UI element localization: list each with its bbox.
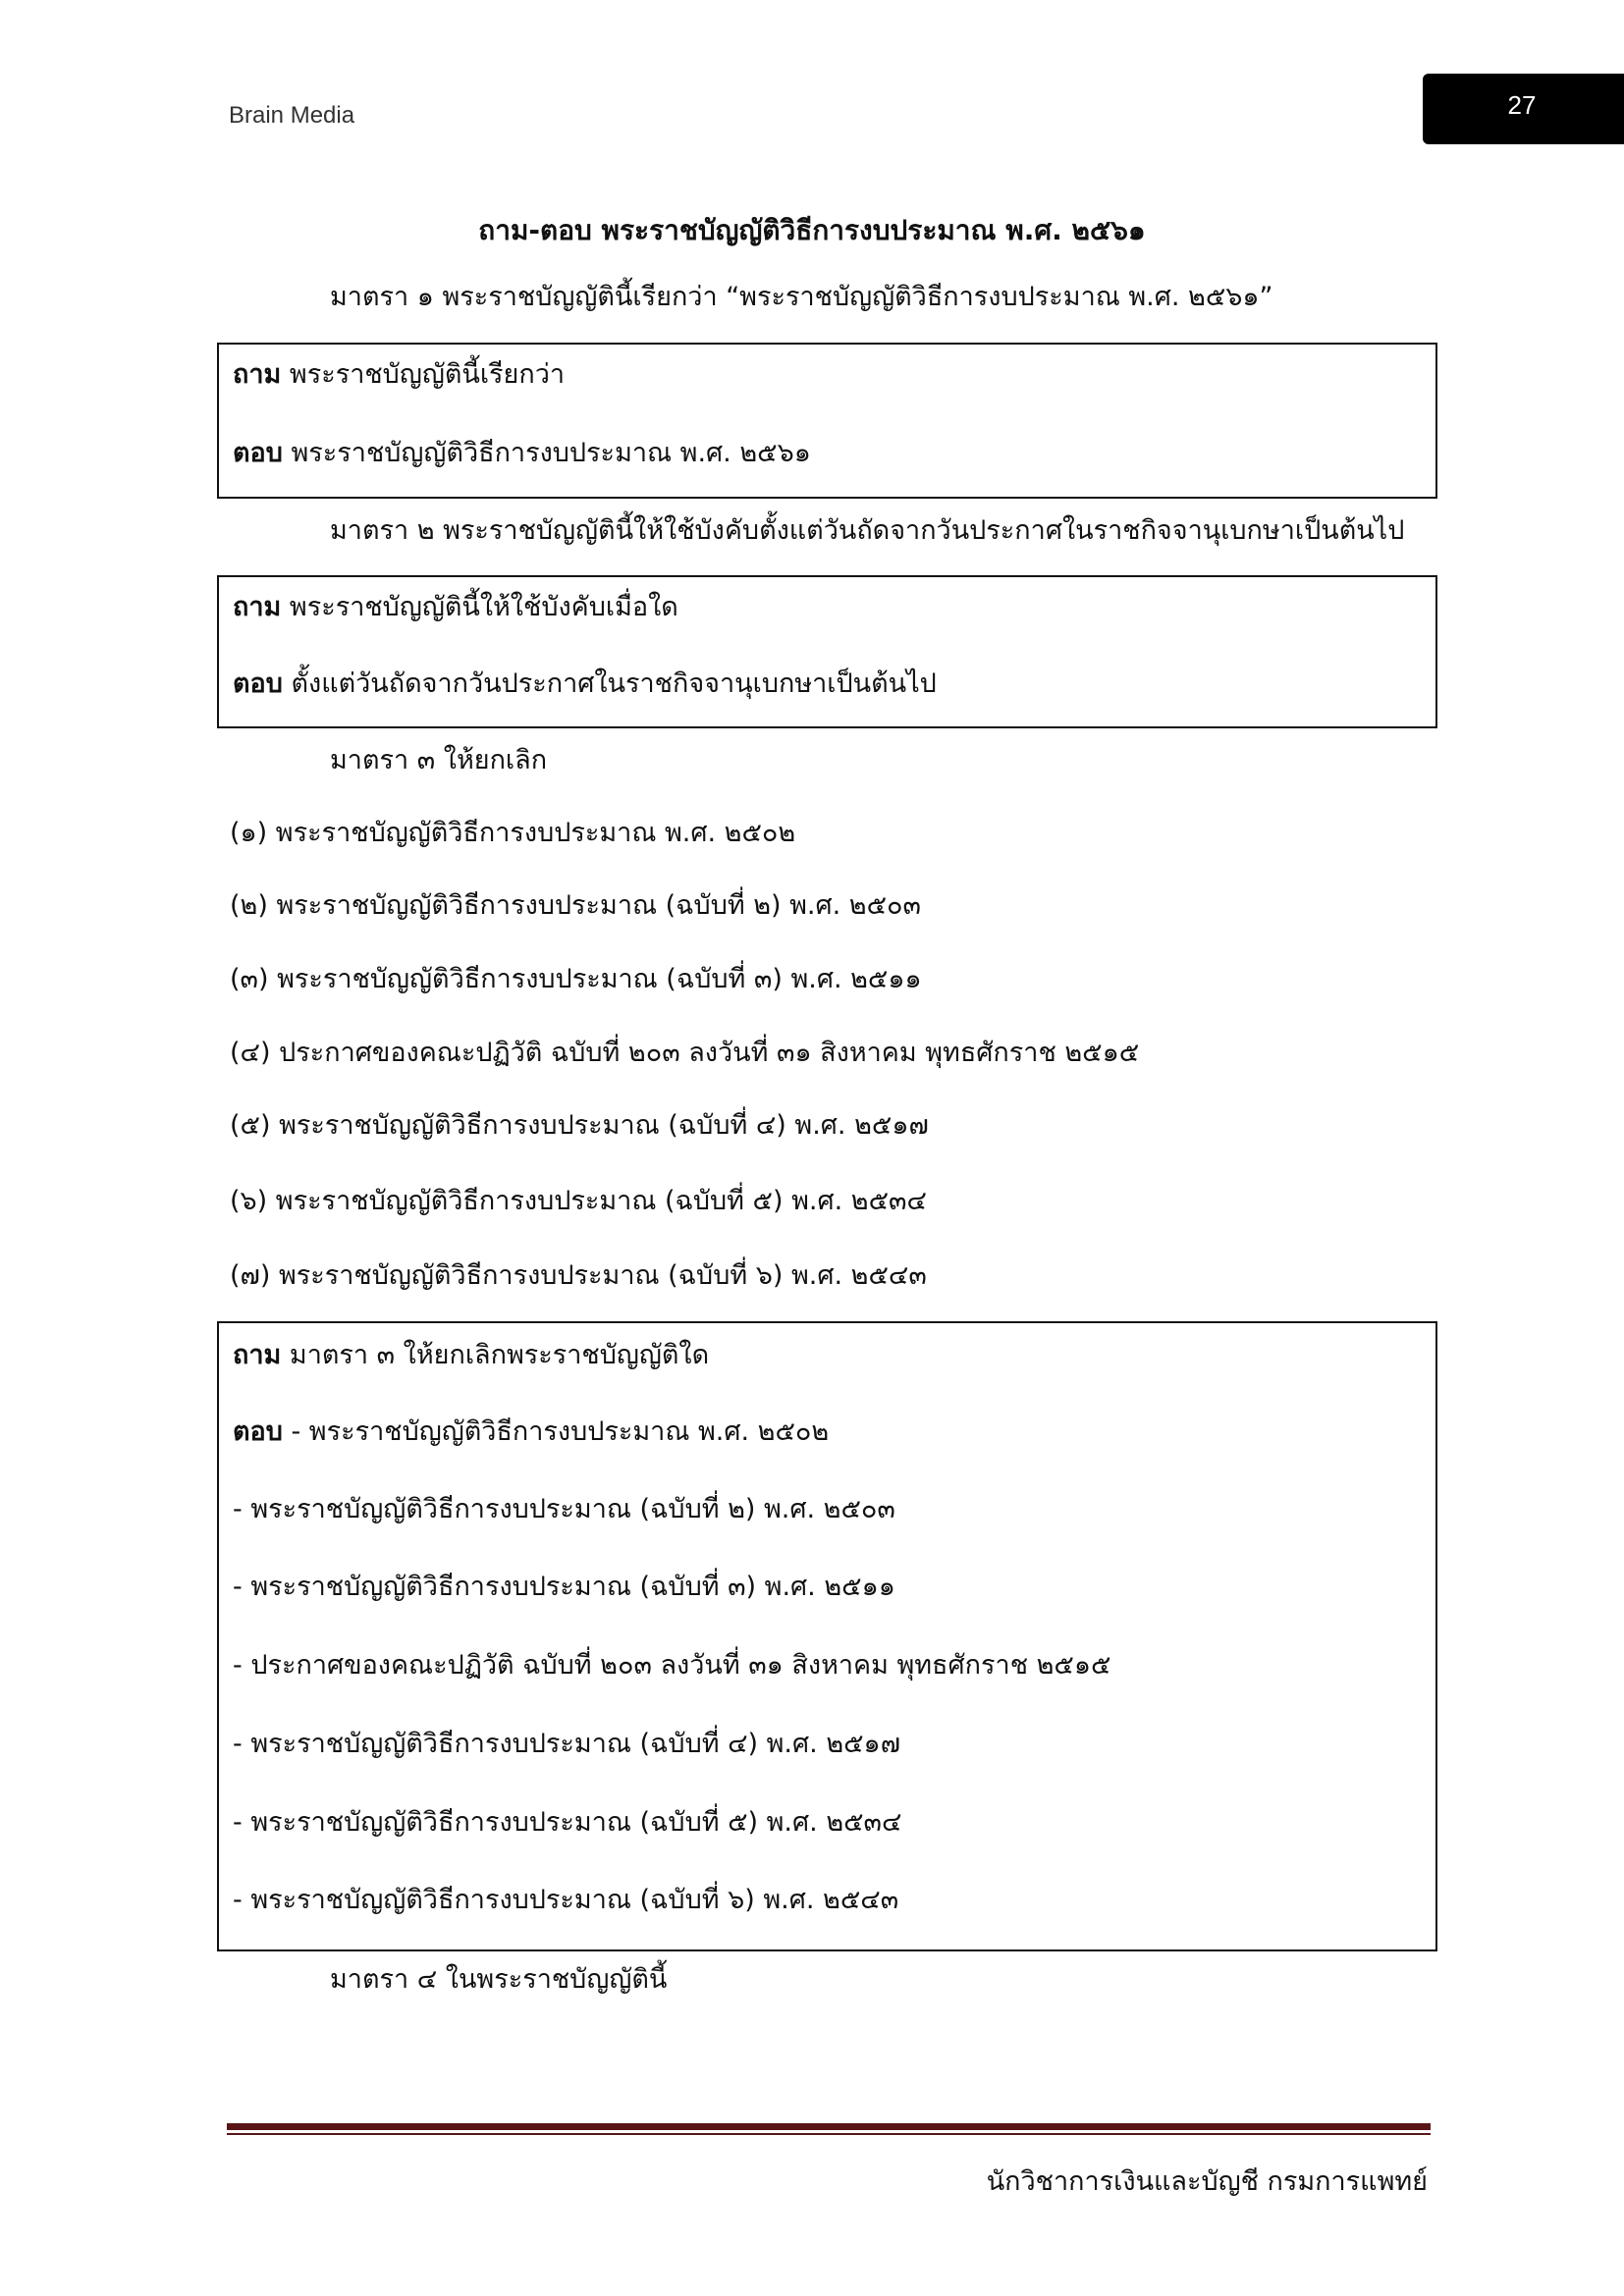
qa-box-2 — [217, 575, 1437, 728]
answer-line — [233, 662, 937, 704]
answer-item: - พระราชบัญญัติวิธีการงบประมาณ (ฉบับที่ ๓) พ.ศ. ๒๕๑๑ — [233, 1572, 895, 1602]
list-item: (๗) พระราชบัญญัติวิธีการงบประมาณ (ฉบับที่ ๖) พ.ศ. ๒๕๔๓ — [230, 1260, 927, 1291]
question-line — [233, 585, 678, 627]
section-3: มาตรา ๓ ให้ยกเลิก — [330, 745, 548, 775]
answer-item: - พระราชบัญญัติวิธีการงบประมาณ (ฉบับที่ ๒) พ.ศ. ๒๕๐๓ — [233, 1494, 895, 1524]
qa-box-1 — [217, 343, 1437, 499]
section-2: มาตรา ๒ พระราชบัญญัตินี้ให้ใช้บังคับตั้งแต่วันถัดจากวันประกาศในราชกิจจานุเบกษาเป็นต้นไป — [330, 515, 1405, 546]
list-item: (๒) พระราชบัญญัติวิธีการงบประมาณ (ฉบับที่ ๒) พ.ศ. ๒๕๐๓ — [230, 890, 921, 921]
qa-box-3 — [217, 1321, 1437, 1951]
answer-line — [233, 1410, 829, 1452]
question-line — [233, 1333, 709, 1375]
answer-item: - ประกาศของคณะปฏิวัติ ฉบับที่ ๒๐๓ ลงวันที่ ๓๑ สิงหาคม พุทธศักราช ๒๕๑๕ — [233, 1650, 1111, 1681]
question-label: ถาม — [233, 1340, 282, 1370]
answer-line — [233, 431, 811, 473]
question-text: พระราชบัญญัตินี้เรียกว่า — [281, 359, 566, 390]
list-item: (๖) พระราชบัญญัติวิธีการงบประมาณ (ฉบับที่ ๕) พ.ศ. ๒๕๓๔ — [230, 1186, 927, 1216]
answer-text: ตั้งแต่วันถัดจากวันประกาศในราชกิจจานุเบกษาเป็นต้นไป — [282, 668, 937, 699]
list-item: (๓) พระราชบัญญัติวิธีการงบประมาณ (ฉบับที่ ๓) พ.ศ. ๒๕๑๑ — [230, 964, 922, 994]
question-text: พระราชบัญญัตินี้ให้ใช้บังคับเมื่อใด — [281, 592, 678, 622]
answer-label: ตอบ — [233, 438, 283, 468]
answer-text: - พระราชบัญญัติวิธีการงบประมาณ พ.ศ. ๒๕๐๒ — [282, 1416, 830, 1447]
list-item: (๑) พระราชบัญญัติวิธีการงบประมาณ พ.ศ. ๒๕๐๒ — [230, 818, 796, 848]
footer-divider — [227, 2123, 1431, 2135]
question-text: มาตรา ๓ ให้ยกเลิกพระราชบัญญัติใด — [281, 1340, 710, 1370]
answer-item: - พระราชบัญญัติวิธีการงบประมาณ (ฉบับที่ ๖) พ.ศ. ๒๕๔๓ — [233, 1885, 899, 1915]
list-item: (๕) พระราชบัญญัติวิธีการงบประมาณ (ฉบับที่ ๔) พ.ศ. ๒๕๑๗ — [230, 1110, 929, 1141]
list-item: (๔) ประกาศของคณะปฏิวัติ ฉบับที่ ๒๐๓ ลงวันที่ ๓๑ สิงหาคม พุทธศักราช ๒๕๑๕ — [230, 1038, 1140, 1068]
question-label: ถาม — [233, 359, 282, 390]
answer-text: พระราชบัญญัติวิธีการงบประมาณ พ.ศ. ๒๕๖๑ — [282, 438, 811, 468]
question-line — [233, 352, 565, 395]
document-title: ถาม-ตอบ พระราชบัญญัติวิธีการงบประมาณ พ.ศ. ๒๕๖๑ — [478, 214, 1146, 246]
answer-item: - พระราชบัญญัติวิธีการงบประมาณ (ฉบับที่ ๔) พ.ศ. ๒๕๑๗ — [233, 1729, 900, 1759]
section-4: มาตรา ๔ ในพระราชบัญญัตินี้ — [330, 1964, 668, 1995]
answer-label: ตอบ — [233, 668, 283, 699]
header-brand: Brain Media — [229, 102, 355, 129]
page-number: 27 — [1507, 90, 1537, 120]
section-1: มาตรา ๑ พระราชบัญญัตินี้เรียกว่า “พระราชบัญญัติวิธีการงบประมาณ พ.ศ. ๒๕๖๑” — [330, 282, 1273, 312]
footer-text: นักวิชาการเงินและบัญชี กรมการแพทย์ — [986, 2166, 1428, 2197]
answer-label: ตอบ — [233, 1416, 283, 1447]
answer-item: - พระราชบัญญัติวิธีการงบประมาณ (ฉบับที่ ๕) พ.ศ. ๒๕๓๔ — [233, 1807, 902, 1838]
question-label: ถาม — [233, 592, 282, 622]
